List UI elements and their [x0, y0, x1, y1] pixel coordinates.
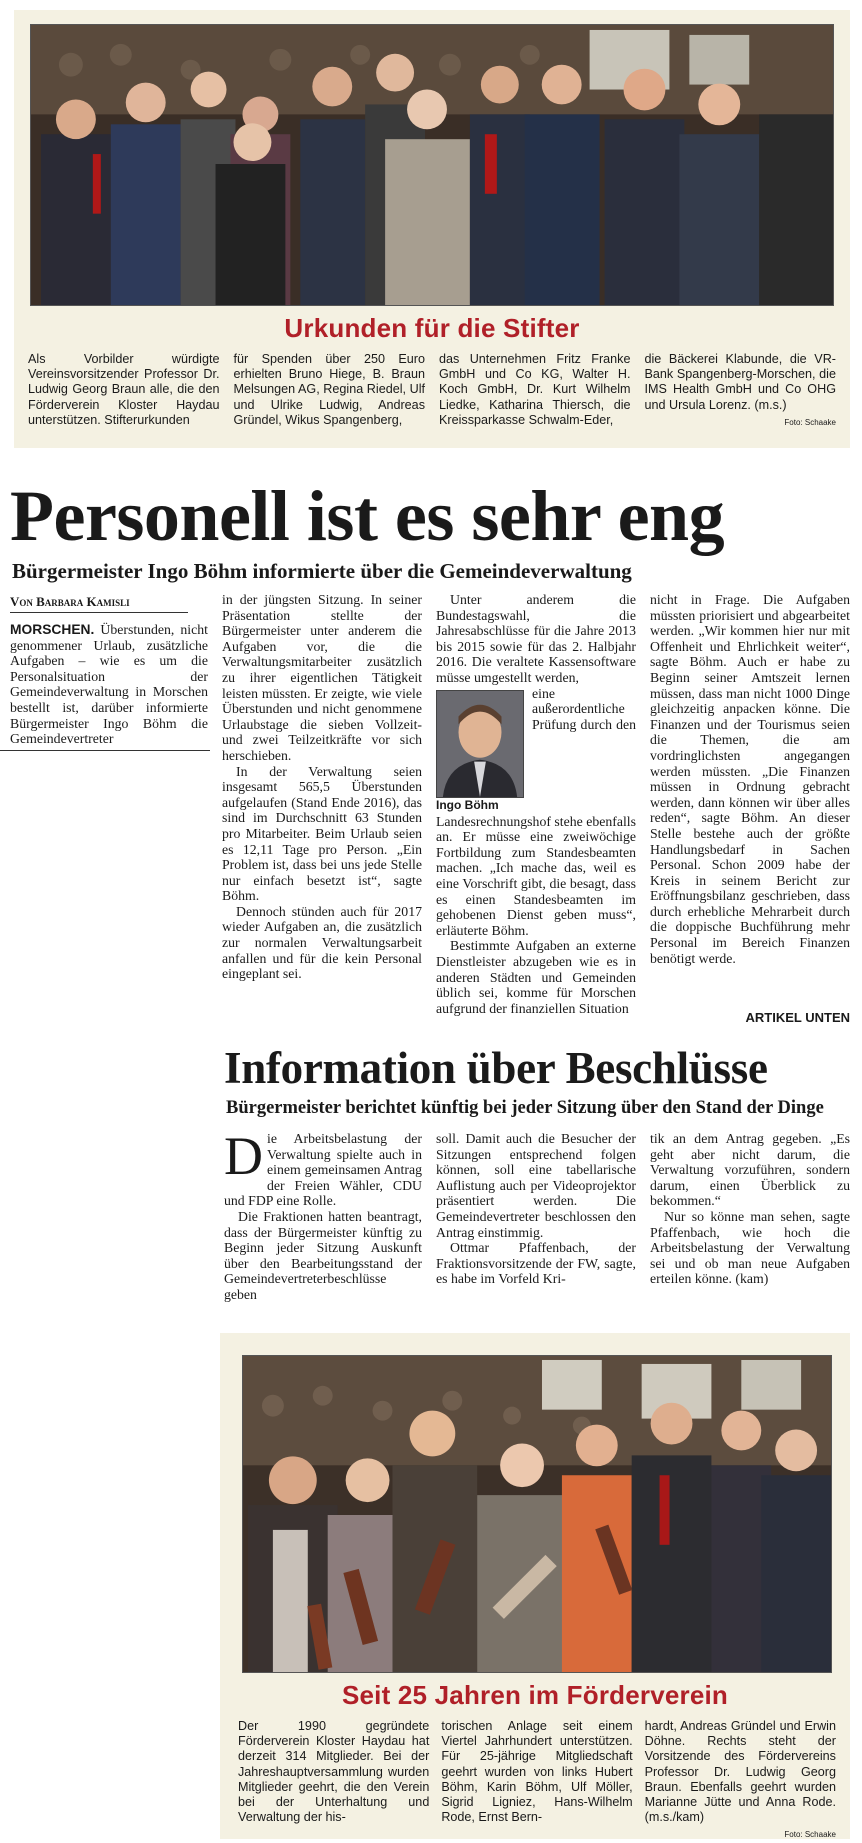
paragraph: Nur so könne man sehen, sagte Pfaffenbach, wie hoch die Arbeitsbelastung der Verwaltung sei und ob man neue Aufgaben erteilen könne. (kam) [650, 1208, 850, 1287]
donors-group-photo [30, 24, 834, 306]
main-headline: Personell ist es sehr eng [10, 476, 725, 556]
top-caption-col-last [645, 352, 837, 430]
article2-column-3 [650, 1131, 850, 1287]
paragraph: Bestimmte Aufgaben an externe Dienstleister abzugeben wie es in anderen Städten und Gemeinden üblich sei, komme für Morschen aufgrund der finanziellen Situation [436, 938, 636, 1016]
top-caption-text [28, 352, 836, 430]
paragraph: eine außerordentliche Prüfung durch den Landesrechnungshof stehe ebenfalls an. Er müsse eine zweiwöchige Fortbildung zum Standesbeamten machen. „Ich mache das, weil es eine Vorschrift gibt, die besagt, dass es einen Standesbeamten im gehobenen Dienst geben muss“, erläuterte Böhm. [436, 685, 636, 938]
bottom-caption-col: Der 1990 gegründete Förderverein Kloster Haydau hat derzeit 314 Mitglieder. Bei der Jahreshauptversammlung wurden Mitglieder geehrt, die den Verein bei der Unterhaltung und Verwaltung der his- [238, 1719, 430, 1825]
main-subheadline: Bürgermeister Ingo Böhm informierte über die Gemeindeverwaltung [12, 559, 632, 583]
bottom-caption-title: Seit 25 Jahren im Förderverein [341, 1680, 729, 1710]
paragraph: nicht in Frage. Die Aufgaben müssten priorisiert und abgearbeitet werden. „Wir kommen hier nur mit Offenheit und Ehrlichkeit weiter“, sagte Böhm. Auch er habe zu Beginn seiner Amtszeit lernen müssen, dass man nicht 1000 Dinge gleichzeitig anpacken könne. Die Finanzen und der Tourismus seien die Themen, die am vordringlichsten angegangen werden müssten. „Die Finanzen müssen in Ordnung gebracht werden, dann können wir über alles reden“, sagte Böhm. An dieser Stelle bestehe auch der größte Handlungsbedarf in Sachen Personal. Schon 2009 habe der Kreis in seinem Bericht zur Eröffnungsbilanz geschrieben, dass durch erhebliche Mehrarbeit durch die doppische Buchführung mehr Personal im Bereich Finanzen benötigt werde. [650, 592, 850, 966]
paragraph: In der Verwaltung seien insgesamt 565,5 Überstunden aufgelaufen (Stand Ende 2016), das sind im Durchschnitt 63 Stunden pro Mitarbeiter. Beim Urlaub seien es 12,11 Tage pro Person. „Ein Problem ist, dass bei uns jede Stelle nur einfach besetzt ist“, sagte Böhm. [222, 763, 422, 904]
drop-cap: D [224, 1126, 263, 1186]
top-photo-box [14, 10, 850, 448]
top-caption-title: Urkunden für die Stifter [284, 313, 580, 343]
paragraph: tik an dem Antrag gegeben. „Es geht aber nicht darum, die Verwaltung vorzuführen, sondern darum, einen Überblick zu bekommen.“ [650, 1131, 850, 1209]
top-caption-col: die Bäckerei Klabunde, die VR-Bank Spangenberg-Morschen, die IMS Health GmbH und Co OHG und Ursula Lorenz. (m.s.) [644, 352, 836, 412]
photo-credit: Foto: Schaake [784, 417, 836, 427]
bottom-caption-text [238, 1719, 836, 1843]
article-column-1 [10, 622, 208, 747]
portrait-photo-block [436, 690, 524, 812]
portrait-photo [436, 690, 524, 798]
article-column-3 [436, 592, 636, 1016]
paragraph: Unter anderem die Bundestagswahl, die Jahresabschlüsse für die Jahre 2013 bis 2015 sowie für das 2. Halbjahr 2016. Die veraltete Kassensoftware müsse umgestellt werden, [436, 592, 636, 685]
article-column-4 [650, 592, 850, 966]
column-divider [0, 750, 210, 751]
paragraph-text: Überstunden, nicht genommener Urlaub, zusätzliche Aufgaben – wie es um die Personalsituation der Gemeindeverwaltung in Morschen bestellt ist, darüber informierte Bürgermeister Ingo Böhm die Gemeindevertreter [10, 622, 208, 747]
article2-column-2 [436, 1131, 636, 1287]
bottom-photo-box [220, 1333, 850, 1839]
article-column-2 [222, 592, 422, 982]
photo-credit: Foto: Schaake [784, 1830, 836, 1840]
bottom-caption-col: torischen Anlage seit einem Viertel Jahrhundert unterstützen. Für 25-jährige Mitgliedschaft geehrt wurden von links Hubert Böhm, Karin Böhm, Ulf Möller, Sigrid Ligniez, Hans-Wilhelm Rode, Ernst Bern- [441, 1719, 633, 1825]
article2-column-1 [224, 1126, 422, 1303]
paragraph: Die Fraktionen hatten beantragt, dass der Bürgermeister künftig zu Beginn jeder Sitzung Auskunft über den Bearbeitungsstand der Gemeindevertreterbeschlüsse geben [224, 1208, 422, 1302]
paragraph: soll. Damit auch die Besucher der Sitzungen entsprechend folgen können, soll eine tabellarische Auflistung auch per Videoprojektor präsentiert werden. Die Gemeindevertreter beschlossen den Antrag einstimmig. [436, 1131, 636, 1240]
top-caption-col: das Unternehmen Fritz Franke GmbH und Co KG, Walter H. Koch GmbH, Dr. Kurt Wilhelm Liedke, Katharina Thiersch, die Kreissparkasse Schwalm-Eder, [439, 352, 631, 427]
top-caption-col: für Spenden über 250 Euro erhielten Bruno Hiege, B. Braun Melsungen AG, Regina Riedel, Ulf und Ulrike Ludwig, Andreas Gründel, Wikus Spangenberg, [233, 352, 425, 427]
top-caption-col: Als Vorbilder würdigte Vereinsvorsitzender Professor Dr. Ludwig Georg Braun alle, die den Förderverein Kloster Haydau unterstützen. Stifterurkunden [28, 352, 220, 427]
see-article-below: ARTIKEL UNTEN [745, 1010, 850, 1025]
bottom-caption-col-last [645, 1719, 836, 1843]
paragraph: Ottmar Pfaffenbach, der Fraktionsvorsitzende der FW, sagte, es habe im Vorfeld Kri- [436, 1240, 636, 1287]
second-subheadline: Bürgermeister berichtet künftig bei jeder Sitzung über den Stand der Dinge [226, 1098, 824, 1118]
paragraph [10, 622, 208, 747]
bottom-caption-col: hardt, Andreas Gründel und Erwin Döhne. Rechts steht der Vorsitzende des Fördervereins Professor Dr. Ludwig Georg Braun. Ebenfalls geehrt wurden Marianne Jütte und Anna Rode. (m.s./kam) [644, 1719, 836, 1825]
second-headline: Information über Beschlüsse [224, 1043, 768, 1093]
paragraph-text: ie Arbeitsbelastung der Verwaltung spielte auch in einem gemeinsamen Antrag der Freien Wähler, CDU und FDP eine Rolle. [224, 1131, 422, 1209]
paragraph [224, 1126, 422, 1209]
members-group-photo [242, 1355, 832, 1673]
paragraph: Dennoch stünden auch für 2017 wieder Aufgaben an, die zusätzlich zur normalen Verwaltungsarbeit anfallen und für die kein Personal eingeplant sei. [222, 903, 422, 982]
paragraph: in der jüngsten Sitzung. In seiner Präsentation stellte der Bürgermeister unter anderem die Aufgaben vor, die die Verwaltungsmitarbeiter zusätzlich zu ihrer eigentlichen Tätigkeit leisten müssten. Er zeigte, wie viele Überstunden und nicht genommene Urlaubstage die sieben Vollzeit- und zwei Teilzeitkräfte vor sich herschieben. [222, 592, 422, 763]
byline: Von Barbara Kamisli [10, 594, 188, 613]
dateline: MORSCHEN. [10, 622, 95, 637]
portrait-caption: Ingo Böhm [436, 797, 499, 812]
